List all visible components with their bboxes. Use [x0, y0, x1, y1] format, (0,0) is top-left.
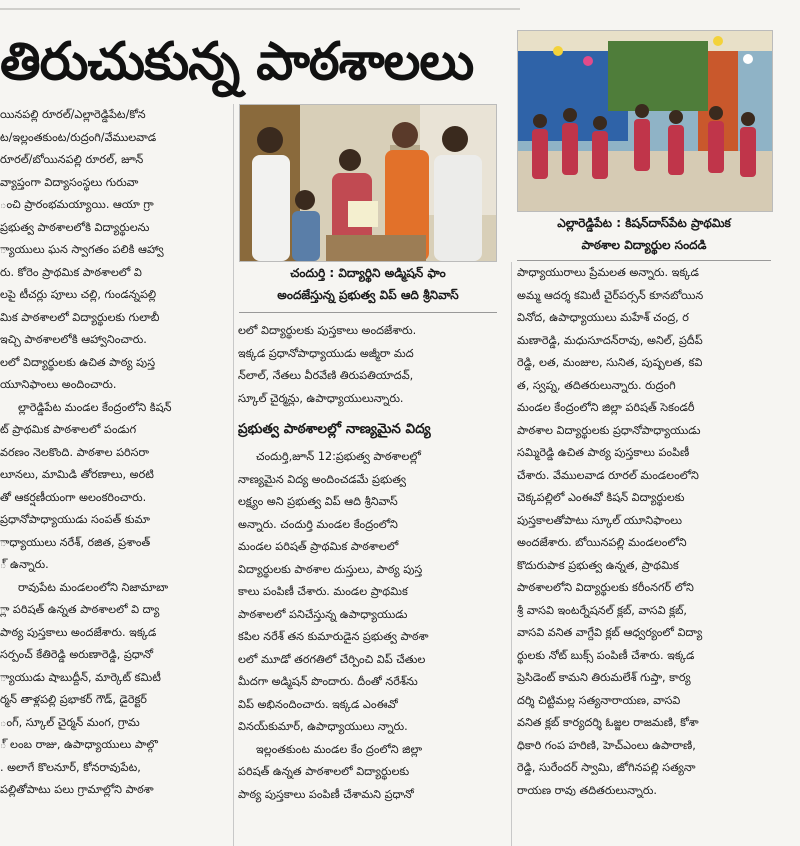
students-photo-caption	[517, 212, 771, 261]
text-line: ల్లారెడ్డిపేట మండల కేంద్రంలోని కిషన్	[18, 400, 172, 414]
text-line: రు. కోరెం ప్రాథమిక పాఠశాలలో వి	[0, 265, 142, 279]
text-line: మండల కేంద్రంలోని జిల్లా పరిషత్ సెకండరీ	[517, 401, 695, 414]
text-line: పాఠశాల విద్యార్థులకు ప్రధానోపాధ్యాయుడు	[517, 423, 701, 437]
text-line: అమ్మ ఆదర్శ కమిటీ చైర్‌పర్సన్ కూనబోయిన	[517, 288, 704, 302]
caption-line: పాఠశాల విద్యార్థుల సందడి	[581, 238, 707, 252]
caption-line: చందుర్తి : విద్యార్థిని అడ్మిషన్ ఫాం	[290, 266, 446, 280]
headline: తిరుచుకున్న పాఠశాలలు	[0, 32, 474, 92]
text-line: నాణ్యమైన విద్య అందించడమే ప్రభుత్వ	[238, 472, 407, 486]
text-line: ర్థులకు నోట్ బుక్స్ పంపిణీ చేశారు. ఇక్కడ	[517, 648, 695, 662]
text-line: కాలు పంపిణీ చేశారు. మండల ప్రాథమిక	[238, 585, 408, 598]
text-line: ్లా పరిషత్ ఉన్నత పాఠశాలలో వి ద్యా	[0, 603, 160, 616]
section-subhead: ప్రభుత్వ పాఠశాలల్లో నాణ్యమైన విద్య	[238, 421, 431, 437]
text-line: సర్పంచ్ కేతిరెడ్డి అరుణారెడ్డి, ప్రధానో	[0, 648, 154, 661]
left-column	[0, 104, 228, 846]
text-line: చెక్కపల్లిలో ఎంఈవో కిషన్ విద్యార్థులకు	[517, 491, 685, 504]
text-line: పాఠ్య పుస్తకాలు పంపిణీ చేశామని ప్రధానో	[238, 787, 414, 801]
text-line: లూనలు, మామిడి తోరణాలు, అరటి	[0, 468, 154, 481]
text-line: ్యాయుడు షాబుద్దీన్, మార్కెట్ కమిటీ	[0, 670, 161, 684]
text-line: వినయ్‌కుమార్, ఉపాధ్యాయులు న్నారు.	[238, 720, 408, 733]
text-line: వనిత క్లబ్ కార్యదర్శి ఓజ్జల రాజమణి, కోశా	[517, 716, 699, 729]
text-line: పాఠశాలలో పనిచేస్తున్న ఉపాధ్యాయుడు	[238, 607, 408, 621]
text-line: మండల పరిషత్ ప్రాథమిక పాఠశాలలో	[238, 540, 399, 553]
text-line: ట/ఇల్లంతకుంట/రుద్రంగి/వేములవాడ	[0, 130, 157, 144]
text-line: ఇక్కడ ప్రధానోపాధ్యాయుడు అజ్మీరా మద	[238, 346, 414, 360]
text-line: అన్నారు. చందుర్తి మండల కేంద్రంలోని	[238, 517, 398, 531]
column-divider	[511, 262, 512, 846]
text-line: ్యాయులు ఘన స్వాగతం పలికి ఆహ్వా	[0, 243, 164, 256]
text-line: అందజేశారు. బోయినపల్లి మండలంలోని	[517, 536, 687, 549]
text-line: రావుపేట మండలంలోని నిజామాబా	[18, 580, 169, 594]
text-line: ్ లంబ రాజు, ఉపాధ్యాయులు పాల్గొ	[0, 738, 158, 751]
text-line: . అలాగే కొలనూర్, కోనరావుపేట,	[0, 760, 141, 774]
text-line: చందుర్తి,జూన్ 12:ప్రభుత్వ పాఠశాలల్లో	[256, 450, 421, 463]
text-line: ాధ్యాయులు నరేశ్, రజిత, ప్రశాంత్	[0, 535, 151, 549]
text-line: లక్ష్యం అని ప్రభుత్వ విప్ ఆది శ్రీనివాస్	[238, 495, 398, 508]
caption-line: అందజేస్తున్న ప్రభుత్వ విప్ ఆది శ్రీనివాస్	[277, 288, 459, 302]
text-line: చేశారు. వేములవాడ రూరల్ మండలంలోని	[517, 468, 699, 482]
caption-line: ఎల్లారెడ్డిపేట : కిషన్‌దాస్‌పేట ప్రాథమిక	[557, 216, 731, 230]
text-line: ప్రధానోపాధ్యాయుడు సంపత్ కుమా	[0, 513, 150, 526]
text-line: లపై టీచర్లు పూలు చల్లి, గుండన్నపల్లి	[0, 288, 157, 301]
text-line: ంగ్, స్కూల్ చైర్మన్ మంగ, గ్రామ	[0, 715, 140, 729]
text-line: ఇల్లంతకుంట మండల కేం ద్రంలోని జిల్లా	[256, 742, 423, 756]
admission-photo-caption	[239, 262, 497, 313]
text-line: మిక పాఠశాలలో విద్యార్థులకు గులాబీ	[0, 310, 160, 324]
text-line: ఇచ్చి పాఠశాలలోకి ఆహ్వానించారు.	[0, 333, 147, 346]
admission-photo	[239, 104, 497, 262]
right-column	[517, 262, 785, 846]
text-line: లలో విద్యార్థులకు ఉచిత పాఠ్య పుస్త	[0, 355, 156, 369]
text-line: యూనిఫాంలు అందించారు.	[0, 378, 117, 391]
text-line: ప్రెసిడెంట్ కామని తిరుమలేశ్ గుప్తా, కార్య	[517, 671, 691, 684]
students-photo	[517, 30, 773, 212]
text-line: ధికారి గంప హరిణి, హెచ్‌ఎంలు ఉపారాణి,	[517, 738, 696, 752]
text-line: పుస్తకాలతోపాటు స్కూల్ యూనిఫాంలు	[517, 513, 682, 527]
text-line: వ్యాప్తంగా విద్యాసంస్థలు గురువా	[0, 175, 139, 189]
text-line: ప్రభుత్వ పాఠశాలలోకి విద్యార్థులను	[0, 220, 150, 234]
text-line: దర్శి చిట్టిమల్ల సత్యనారాయణ, వాసవి	[517, 693, 681, 707]
text-line: రూరల్/బోయినపల్లి రూరల్, జూన్	[0, 153, 144, 166]
middle-column	[238, 320, 506, 846]
text-line: ర్మన్ తాళ్లపల్లి ప్రభాకర్ గౌడ్, డైరెక్టర్	[0, 693, 147, 706]
text-line: పాఠశాలలోని విద్యార్థులకు కరీంనగర్ లోని	[517, 581, 694, 594]
text-line: విద్యార్థులకు పాఠశాల దుస్తులు, పాఠ్య పుస్త	[238, 562, 423, 576]
text-line: వరణం నెలకొంది. పాఠశాల పరిసరా	[0, 445, 150, 459]
text-line: మీదగా అడ్మిషన్ పొందారు. దీంతో నరేశ్‌ను	[238, 675, 418, 688]
text-line: మణారెడ్డి, మధుసూదన్‌రావు, అనిల్, ప్రదీప్	[517, 333, 703, 347]
text-line: రెడ్డి, సురేందర్ స్వామి, జోగినపల్లి సత్యనా	[517, 761, 696, 774]
text-line: కపిల నరేశ్ తన కుమారుడైన ప్రభుత్వ పాఠశా	[238, 630, 429, 643]
text-line: న్‌లాల్, నేతలు వీరవేణి తిరుపతియాదవ్,	[238, 369, 414, 382]
column-divider	[233, 104, 234, 846]
text-line: పరిషత్ ఉన్నత పాఠశాలలో విద్యార్థులకు	[238, 765, 410, 778]
text-line: పాఠ్య పుస్తకాలు అందజేశారు. ఇక్కడ	[0, 625, 157, 639]
text-line: రాయణ రావు తదితరులున్నారు.	[517, 783, 657, 797]
text-line: స్కూల్ చైర్మన్లు, ఉపాధ్యాయులున్నారు.	[238, 391, 404, 405]
text-line: వాసవి వనిత వాగ్దేవి క్లబ్ ఆధ్వర్యంలో విద్యా	[517, 626, 703, 639]
text-line: సమ్మిరెడ్డి ఉచిత పాఠ్య పుస్తకాలు పంపిణీ	[517, 446, 690, 459]
text-line: త, స్వప్న, తదితరులున్నారు. రుద్రంగి	[517, 378, 676, 392]
text-line: ంచి ప్రారంభమయ్యాయి. ఆయా గ్రా	[0, 198, 154, 211]
text-line: విప్ అభినందించారు. ఇక్కడ ఎంఈవో	[238, 697, 398, 711]
text-line: శ్రీ వాసవి ఇంటర్నేషనల్ క్లబ్, వాసవి క్లబ్,	[517, 603, 687, 617]
text-line: పాధ్యాయురాలు ప్రేమలత అన్నారు. ఇక్కడ	[517, 266, 699, 279]
text-line: ్ ఉన్నారు.	[0, 558, 49, 571]
text-line: రెడ్డి, లత, మంజుల, సునిత, పుష్పలత, కవి	[517, 356, 703, 369]
text-line: వినోద, ఉపాధ్యాయులు మహేశ్ చంద్ర, ర	[517, 311, 689, 324]
text-line: లలో విద్యార్థులకు పుస్తకాలు అందజేశారు.	[238, 324, 417, 337]
text-line: తో ఆకర్షణీయంగా అలంకరించారు.	[0, 490, 147, 504]
top-rule	[0, 8, 520, 10]
text-line: లలో మూడో తరగతిలో చేర్పించి విప్ చేతుల	[238, 652, 426, 666]
text-line: పల్లితోపాటు పలు గ్రామాల్లోని పాఠశా	[0, 783, 154, 796]
text-line: ట్ ప్రాథమిక పాఠశాలలో పండుగ	[0, 423, 137, 436]
text-line: కొదురుపాక ప్రభుత్వ ఉన్నత, ప్రాథమిక	[517, 558, 679, 572]
text-line: యినపల్లి రూరల్/ఎల్లారెడ్డిపేట/కోన	[0, 108, 146, 121]
